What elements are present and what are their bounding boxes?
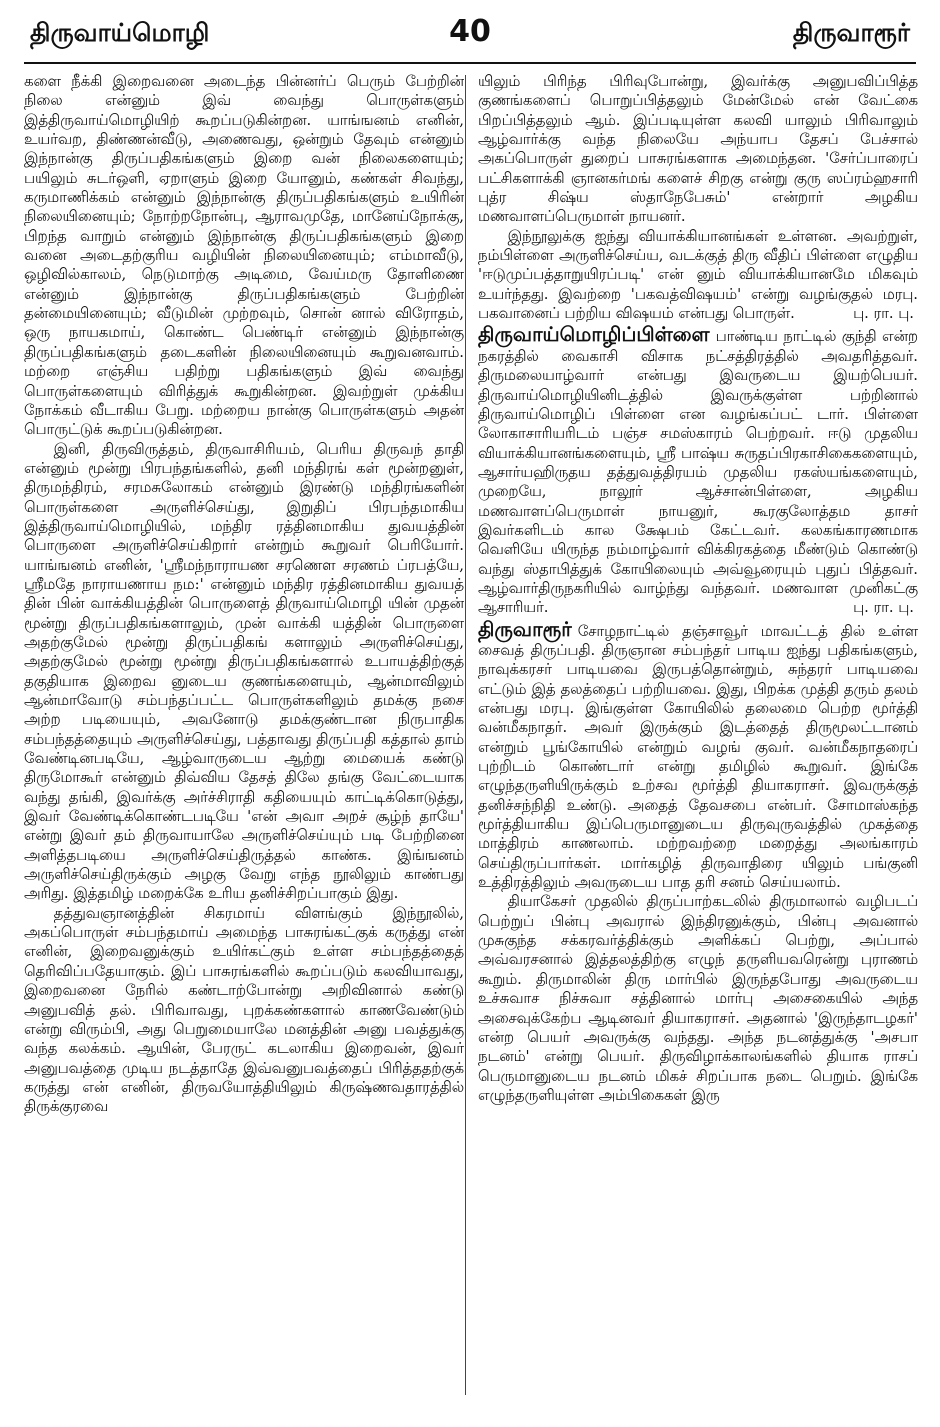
entry-text: சோழநாட்டில் தஞ்சாவூர் மாவட்டத் தில் உள்ள சைவத் திருப்பதி. திருஞான சம்பந்தர் பாடிய ஐந்து பதிகங்களும், நாவுக்கரசர் பாடியவை இருபத்தொன்றும், சுந்தரர் பாடியவை எட்டும் இத் தலத்தைப் பற்றியவை. இது, பிறக்க முத்தி தரும் தலம் என்பது மரபு. இங்குள்ள கோயிலில் தலைமை பெற்ற மூர்த்தி வன்மீகநாதர். அவர் இருக்கும் இடத்தைத் திருமூலட்டானம் என்றும் பூங்கோயில் என்றும் வழங் குவர். வன்மீகநாதரைப் புற்றிடம் கொண்டார் என்று தமிழில் கூறுவர். இங்கே எழுந்தருளியிருக்கும் உற்சவ மூர்த்தி தியாகராசர். இவருக்குத் தனிச்சந்நிதி உண்டு. அதைத் தேவசபை என்பர். சோமாஸ்கந்த மூர்த்தியாகிய இப்பெருமானுடைய திருவுருவத்தில் முகத்தை மாத்திரம் காணலாம். மற்றவற்றை மறைத்து அலங்காரம் செய்திருப்பார்கள். மார்கழித் திருவாதிரை யிலும் பங்குனி உத்திரத்திலும் அவருடைய பாத தரி சனம் செய்யலாம். — [478, 622, 918, 892]
left-column — [24, 72, 464, 1402]
paragraph-text: இந்நூலுக்கு ஐந்து வியாக்கியானங்கள் உள்ளன. அவற்றுள், நம்பிள்ளை அருளிச்செய்ய, வடக்குத் திரு வீதிப் பிள்ளை எழுதிய 'ஈடுமுப்பத்தாறுயிரப்படி' என் னும் வியாக்கியானமே மிகவும் உயர்ந்தது. இவற்றை 'பகவத்விஷயம்' என்று வழங்குதல் மரபு. பகவானைப் பற்றிய விஷயம் என்பது பொருள். — [478, 227, 918, 323]
encyclopedia-entry — [478, 618, 918, 893]
paragraph: யிலும் பிரிந்த பிரிவுபோன்று, இவர்க்கு அனுபவிப்பித்த குணங்களைப் பொறுப்பித்தலும் மேன்மேல் என் வேட்கை பிறப்பித்தலும் ஆம். இப்படியுள்ள கலவி யாலும் பிரிவாலும் ஆழ்வார்க்கு வந்த நிலையே அந்யாப தேசப் பேச்சால் அகப்பொருள் துறைப் பாசுரங்களாக அமைந்தன. 'சேர்ப்பாரைப் பட்சிகளாக்கி ஞானகர்மங் களைச் சிறகு என்று குரு ஸப்ரம்ஹசாரி புத்ர சிஷ்ய ஸ்தாநேபேசும்' என்றார் அழகிய மணவாளப்பெருமாள் நாயனர். — [478, 73, 918, 226]
page-number: 40 — [449, 14, 491, 49]
running-head-left: திருவாய்மொழி — [30, 18, 210, 47]
entry-heading: திருவாரூர் — [478, 616, 572, 641]
paragraph: தத்துவஞானத்தின் சிகரமாய் விளங்கும் இந்நூலில், அகப்பொருள் சம்பந்தமாய் அமைந்த பாசுரங்கட்குக் கருத்து என் எனின், இறைவனுக்கும் உயிர்கட்கும் உள்ள சம்பந்தத்தைத் தெரிவிப்பதேயாகும். இப் பாசுரங்களில் கூறப்படும் கலவியாவது, இறைவனை நேரில் கண்டாற்போன்று அறிவினால் கண்டு அனுபவித் தல். பிரிவாவது, புறக்கண்களால் காணவேண்டும் என்று விரும்பி, அது பெறுமையாலே மனத்தின் அனு பவத்துக்கு வந்த கலக்கம். ஆயின், பேரருட் கடலாகிய இறைவன், இவர் அனுபவத்தை முடிய நடத்தாதே இவ்வனுபவத்தைப் பிரித்ததற்குக் கருத்து என் எனின், திருவயோத்தியிலும் கிருஷ்ணவதாரத்தில் திருக்குரவை — [24, 904, 464, 1116]
paragraph: களை நீக்கி இறைவனை அடைந்த பின்னர்ப் பெரும் பேற்றின் நிலை என்னும் இவ் வைந்து பொருள்களும் இத்திருவாய்மொழியிற் கூறப்படுகின்றன. யாங்ஙனம் எனின், உயர்வற, திண்ணன்வீடு, அணைவது, ஒன்றும் தேவும் என்னும் இந்நான்கு திருப்பதிகங்களும் இறை வன் நிலைகளையும்; பயிலும் சுடர்ஒளி, ஏறாளும் இறை யோனும், கண்கள் சிவந்து, கருமாணிக்கம் என்னும் இந்நான்கு திருப்பதிகங்களும் உயிரின் நிலையினையும்; நோற்றநோன்பு, ஆராவமுதே, மானேய்நோக்கு, பிறந்த வாறும் என்னும் இந்நான்கு திருப்பதிகங்களும் இறை வனை அடைதற்குரிய வழியின் நிலையினையும்; எம்மாவீடு, ஒழிவில்காலம், நெடுமாற்கு அடிமை, வேய்மரு தோளிணை என்னும் இந்நான்கு திருப்பதிகங்களும் பேற்றின் தன்மையினையும்; வீடுமின் முற்றவும், சொன் னால் விரோதம், ஒரு நாயகமாய், கொண்ட பெண்டிர் என்னும் இந்நான்கு திருப்பதிகங்களும் தடைகளின் நிலையினையும் கூறுவனவாம். மற்றை எஞ்சிய பதிற்று பதிகங்களும் இவ் வைந்து பொருள்களையும் விரித்துக் கூறுகின்றன. இவற்றுள் முக்கிய நோக்கம் வீடாகிய பேறு. மற்றைய நான்கு பொருள்களும் அதன் பொருட்டுக் கூறப்படுகின்றன. — [24, 73, 464, 439]
right-column — [478, 72, 918, 1402]
header-rule — [24, 62, 916, 64]
encyclopedia-entry — [478, 323, 918, 617]
author-signature: பு. ரா. பு. — [853, 599, 914, 617]
paragraph — [478, 227, 918, 324]
entry-heading: திருவாய்மொழிப்பிள்ளை — [478, 322, 710, 347]
page-header — [0, 0, 940, 66]
running-head-right: திருவாரூர் — [792, 18, 910, 47]
paragraph: இனி, திருவிருத்தம், திருவாசிரியம், பெரிய திருவந் தாதி என்னும் மூன்று பிரபந்தங்களில், தனி மந்திரங் கள் மூன்றனுள், திருமந்திரம், சரமசுலோகம் என்னும் இரண்டு மந்திரங்களின் பொருள்களை அருளிச்செய்து, இறுதிப் பிரபந்தமாகிய இத்திருவாய்மொழியில், மந்திர ரத்தினமாகிய துவயத்தின் பொருளை அருளிச்செய்கிறார் என்றும் கூறுவர் பெரியோர். யாங்ஙனம் எனின், 'ஸ்ரீமந்நாராயண சரணௌ சரணம் ப்ரபத்யே, ஸ்ரீமதே நாராயணாய நம:' என்னும் மந்திர ரத்தினமாகிய துவயத் தின் பின் வாக்கியத்தின் பொருளைத் திருவாய்மொழி யின் முதன் மூன்று திருப்பதிகங்களாலும், முன் வாக்கி யத்தின் பொருளை அதற்குமேல் மூன்று திருப்பதிகங் களாலும் அருளிச்செய்து, அதற்குமேல் மூன்று மூன்று திருப்பதிகங்களால் உபாயத்திற்குத் தகுதியாக இறைவ னுடைய குணங்களையும், ஆன்மாவிலும் ஆன்மாவோடு சம்பந்தப்பட்ட பொருள்களிலும் தமக்கு நசை அற்ற படியையும், அவனோடு தமக்குண்டான நிருபாதிக சம்பந்தத்தையும் அருளிச்செய்து, பத்தாவது திருப்பதி கத்தால் தாம் வேண்டினபடியே, ஆழ்வாருடைய ஆற்று மையைக் கண்டு திருமோகூர் என்னும் திவ்விய தேசத் திலே தங்கு வேட்டையாக வந்து தங்கி, இவர்க்கு அர்ச்சிராதி கதியையும் காட்டிக்கொடுத்து, இவர் வேண்டிக்கொண்டபடியே 'என் அவா அறச் சூழ்ந் தாயே' என்று இவர் தம் திருவாயாலே அருளிச்செய்யும் படி பேற்றினை அளித்தபடியை அருளிச்செய்திருத்தல் காண்க. இங்ஙனம் அருளிச்செய்திருக்கும் அழகு வேறு எந்த நூலிலும் காண்பது அரிது. இத்தமிழ் மறைக்கே உரிய தனிச்சிறப்பாகும் இது. — [24, 440, 464, 903]
author-signature: பு. ரா. பு. — [853, 305, 914, 323]
entry-text: பாண்டிய நாட்டில் குந்தி என்ற நகரத்தில் வைகாசி விசாக நட்சத்திரத்தில் அவதரித்தவர். திருமலையாழ்வார் என்பது இவருடைய இயற்பெயர். திருவாய்மொழியினிடத்தில் இவருக்குள்ள பற்றினால் திருவாய்மொழிப் பிள்ளை என வழங்கப்பட் டார். பிள்ளை லோகாசாரியரிடம் பஞ்ச சமஸ்காரம் பெற்றவர். ஈடு முதலிய வியாக்கியானங்களையும், ஸ்ரீ பாஷ்ய சுருதப்பிரகாசிகைகளையும், ஆசார்யஹிருதய தத்துவத்திரயம் முதலிய ரகஸ்யங்களையும், முறையே, நாலூர் ஆச்சான்பிள்ளை, அழகிய மணவாளப்பெருமாள் நாயனுர், கூரகுலோத்தம தாசர் இவர்களிடம் கால க்ஷேபம் கேட்டவர். கலகங்காரணமாக வெளியே யிருந்த நம்மாழ்வார் விக்கிரகத்தை மீண்டும் கொண்டு வந்து ஸ்தாபித்துக் கோயிலையும் அவ்வூரையும் புதுப் பித்தவர். ஆழ்வார்திருநகரியில் வாழ்ந்து வந்தவர். மணவாள முனிகட்கு ஆசாரியர். — [478, 328, 918, 617]
paragraph: தியாகேசர் முதலில் திருப்பாற்கடலில் திருமாலால் வழிபடப் பெற்றுப் பின்பு அவரால் இந்திரனுக்கும், பின்பு அவனால் முசுகுந்த சக்கரவர்த்திக்கும் அளிக்கப் பெற்று, அப்பால் அவ்வரசனால் இத்தலத்திற்கு எழுந் தருளியவரென்று புராணம் கூறும். திருமாலின் திரு மார்பில் இருந்தபோது அவருடைய உச்சுவாச நிச்சுவா சத்தினால் மார்பு அசைகையில் அந்த அசைவுக்கேற்ப ஆடினவர் தியாகராசர். அதனால் 'இருந்தாடழகர்' என்ற பெயர் அவருக்கு வந்தது. அந்த நடனத்துக்கு 'அசபா நடனம்' என்று பெயர். திருவிழாக்காலங்களில் தியாக ராசப் பெருமானுடைய நடனம் மிகச் சிறப்பாக நடை பெறும். இங்கே எழுந்தருளியுள்ள அம்பிகைகள் இரு — [478, 893, 918, 1104]
column-divider — [465, 75, 466, 1395]
